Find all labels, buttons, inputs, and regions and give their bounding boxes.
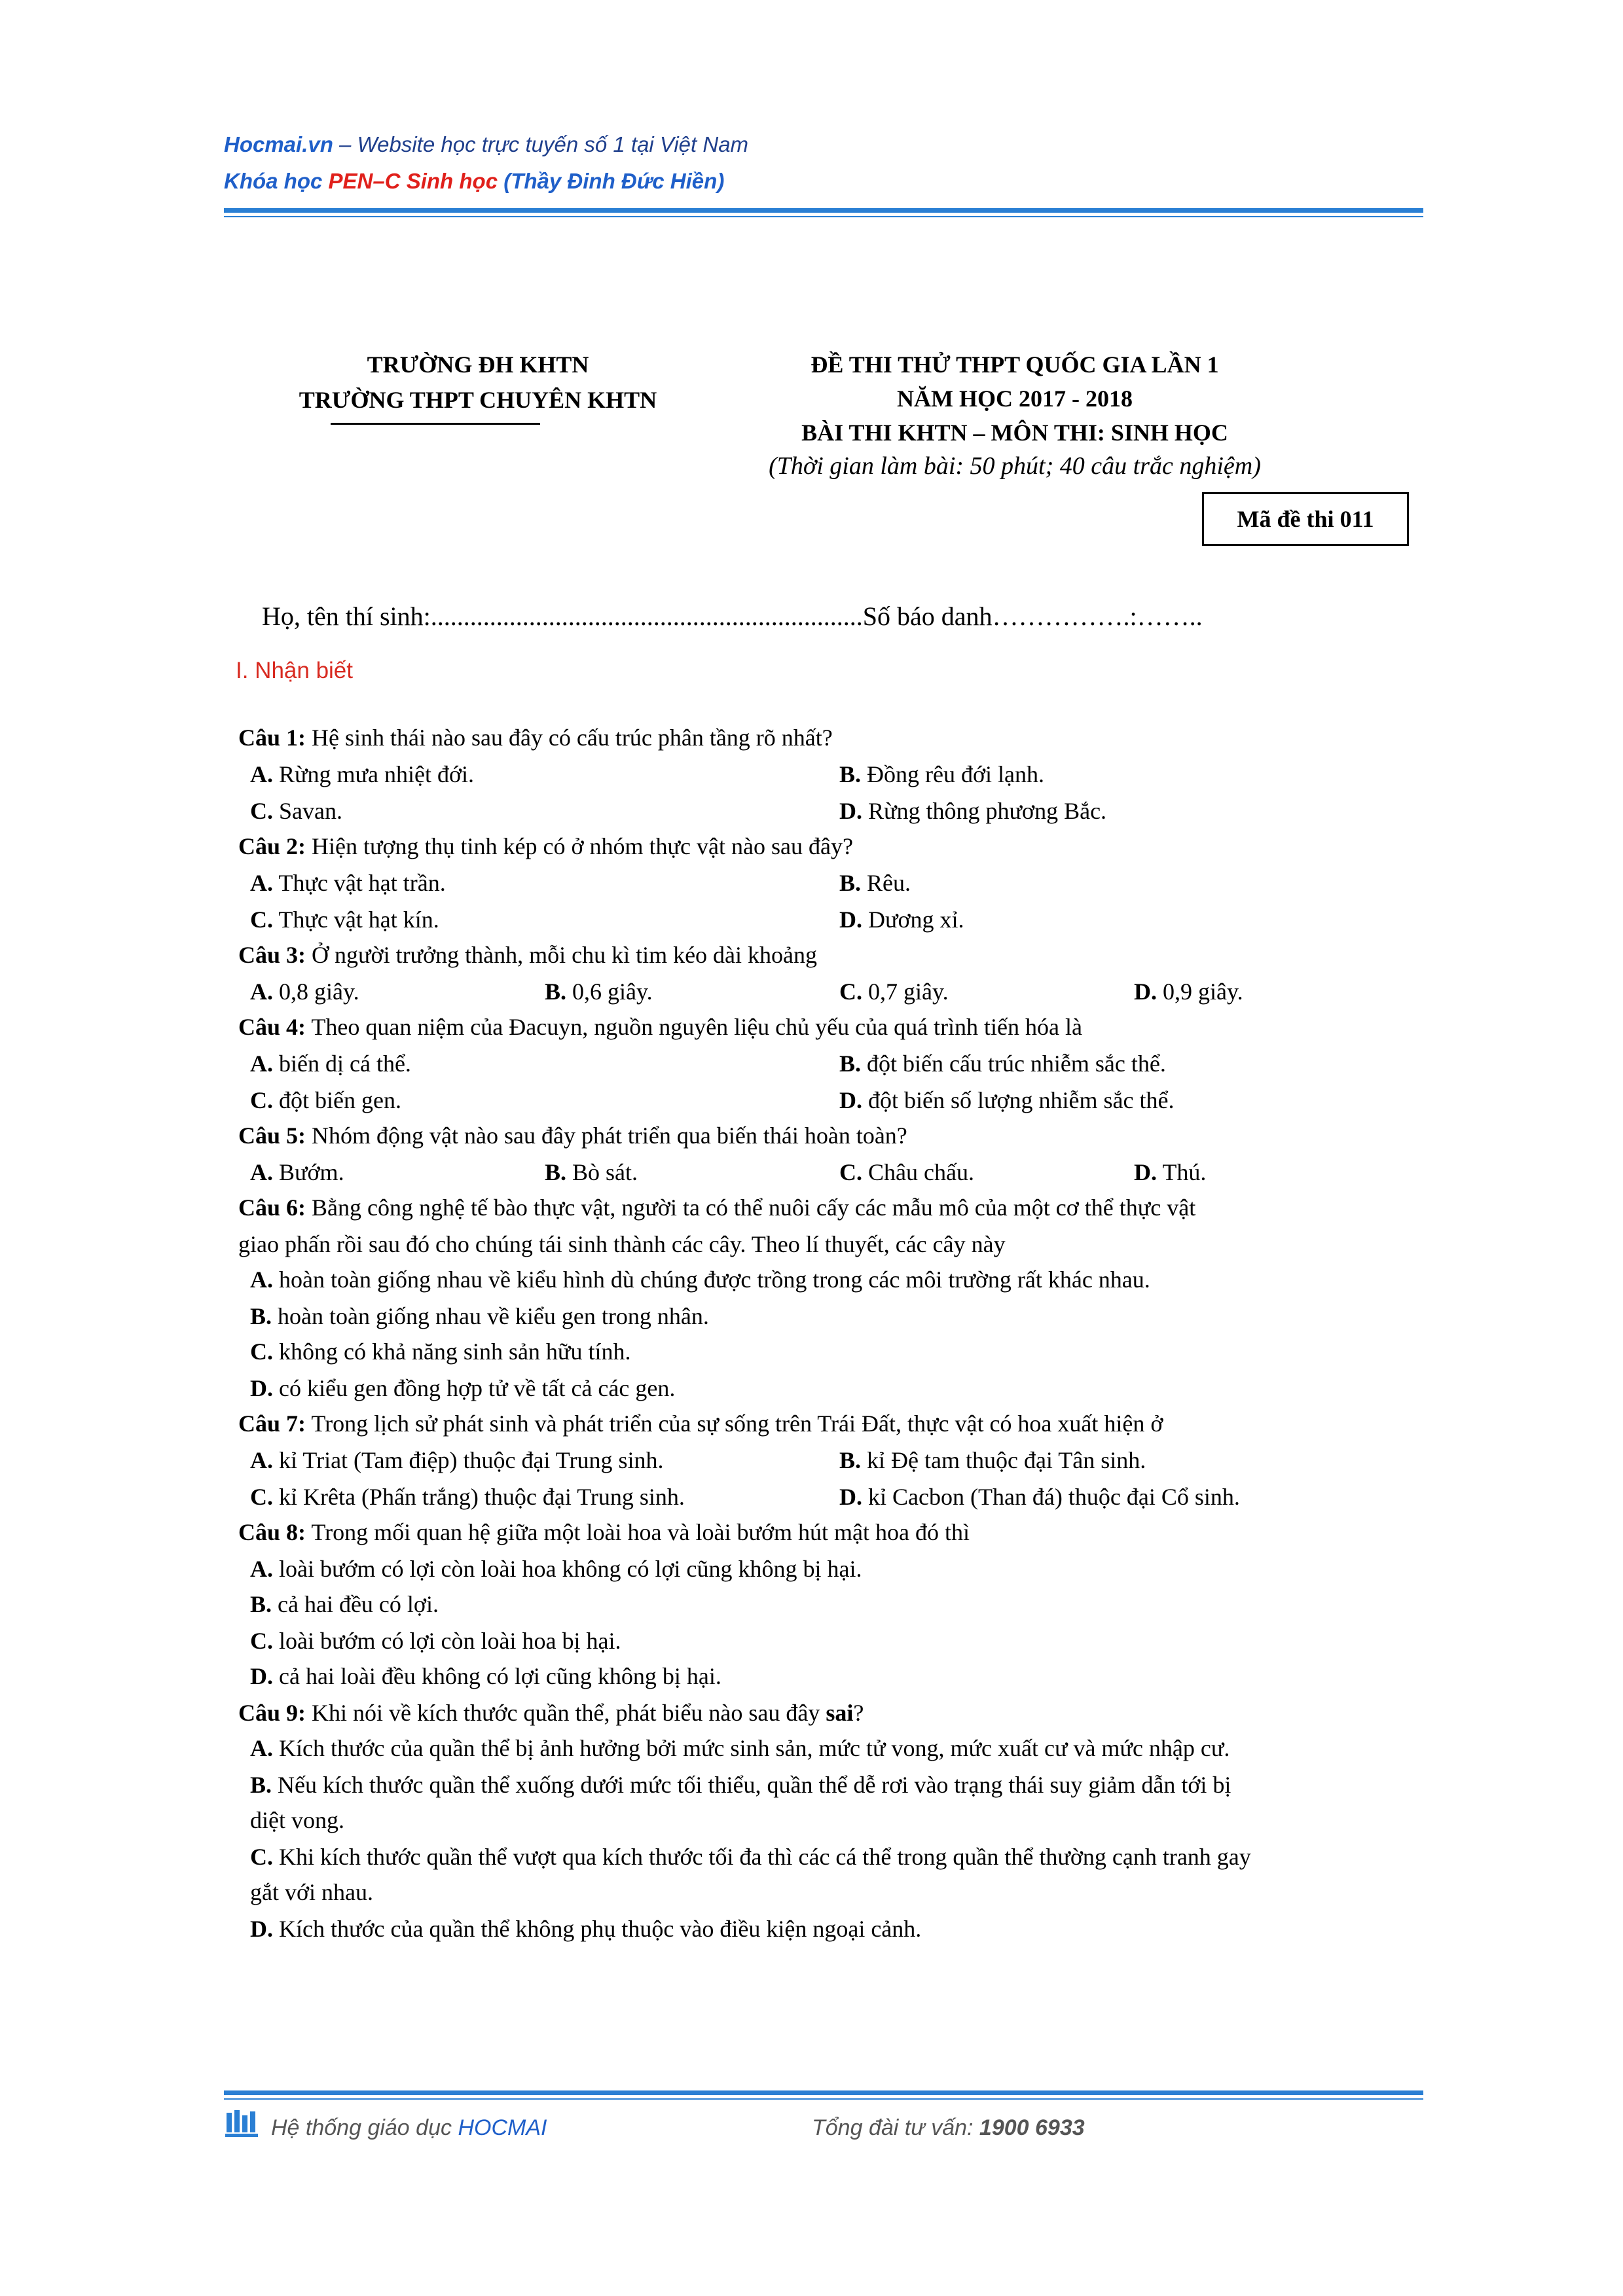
option-3b <box>545 978 653 1005</box>
header-tagline <box>224 132 748 157</box>
option-text: Rừng thông phương Bắc. <box>862 798 1107 824</box>
option-text: hoàn toàn giống nhau về kiểu gen trong nhân. <box>272 1303 709 1329</box>
option-8c <box>250 1627 621 1655</box>
option-7d <box>839 1483 1240 1511</box>
option-7b <box>839 1446 1146 1474</box>
option-text: Bướm. <box>273 1159 344 1185</box>
option-letter: A. <box>250 1447 273 1473</box>
header-teacher: (Thầy Đinh Đức Hiền) <box>498 169 725 193</box>
exam-year: NĂM HỌC 2017 - 2018 <box>897 386 1133 412</box>
footer-right <box>812 2115 1085 2141</box>
option-2d <box>839 906 964 933</box>
question-label: Câu 3: <box>238 942 306 968</box>
option-text: cả hai loài đều không có lợi cũng không bị hại. <box>273 1663 721 1689</box>
question-6-cont: giao phấn rồi sau đó cho chúng tái sinh thành các cây. Theo lí thuyết, các cây này <box>238 1231 1006 1257</box>
option-9c-cont: gắt với nhau. <box>250 1879 373 1905</box>
option-letter: C. <box>250 1628 273 1654</box>
option-letter: C. <box>250 1844 273 1870</box>
option-9b-cont: diệt vong. <box>250 1807 344 1833</box>
option-text: đột biến số lượng nhiễm sắc thể. <box>862 1087 1175 1113</box>
option-letter: D. <box>250 1663 273 1689</box>
footer-left <box>271 2115 547 2141</box>
option-letter: C. <box>250 1484 273 1510</box>
option-text: Dương xỉ. <box>862 906 964 933</box>
option-1c <box>250 797 342 825</box>
section-title: I. Nhận biết <box>236 658 353 683</box>
option-text: kỉ Cacbon (Than đá) thuộc đại Cổ sinh. <box>862 1484 1240 1510</box>
option-letter: D. <box>250 1916 273 1942</box>
option-text: Rừng mưa nhiệt đới. <box>273 761 475 787</box>
option-8d <box>250 1662 721 1690</box>
option-letter: C. <box>839 1159 862 1185</box>
hocmai-logo-icon <box>224 2109 261 2139</box>
option-text: cả hai đều có lợi. <box>272 1591 439 1617</box>
option-9a <box>250 1734 1230 1762</box>
question-label: Câu 8: <box>238 1519 306 1545</box>
option-6b <box>250 1302 709 1330</box>
question-text: Bằng công nghệ tế bào thực vật, người ta có thể nuôi cấy các mẫu mô của một cơ thể thực vật <box>306 1194 1196 1221</box>
option-1a <box>250 761 474 788</box>
header-course-prefix: Khóa học <box>224 169 329 193</box>
question-label: Câu 6: <box>238 1194 306 1221</box>
option-text: Rêu. <box>861 870 911 896</box>
option-1d <box>839 797 1106 825</box>
option-text: Savan. <box>273 798 342 824</box>
option-6c <box>250 1338 630 1365</box>
option-letter: D. <box>839 906 862 933</box>
question-4 <box>238 1013 1082 1041</box>
question-text: Theo quan niệm của Đacuyn, nguồn nguyên liệu chủ yếu của quá trình tiến hóa là <box>306 1014 1082 1040</box>
header-course <box>224 169 724 194</box>
question-label: Câu 9: <box>238 1700 306 1726</box>
option-letter: A. <box>250 870 273 896</box>
option-text: Thực vật hạt kín. <box>273 906 439 933</box>
option-6a <box>250 1266 1150 1293</box>
option-5b <box>545 1158 638 1186</box>
question-text: Hệ sinh thái nào sau đây có cấu trúc phân tầng rõ nhất? <box>306 725 833 751</box>
option-4c <box>250 1086 401 1114</box>
option-5d <box>1134 1158 1206 1186</box>
footer-divider-thick <box>224 2090 1423 2095</box>
option-text: đột biến gen. <box>273 1087 401 1113</box>
option-text: Khi kích thước quần thể vượt qua kích thước tối đa thì các cá thể trong quần thể thường cạnh tranh gay <box>273 1844 1251 1870</box>
option-letter: A. <box>250 978 273 1005</box>
option-5c <box>839 1158 974 1186</box>
option-letter: A. <box>250 1556 273 1582</box>
option-letter: C. <box>839 978 862 1005</box>
option-9c <box>250 1843 1251 1871</box>
question-6 <box>238 1194 1195 1221</box>
question-8 <box>238 1518 970 1546</box>
option-text: Thú. <box>1157 1159 1207 1185</box>
option-9d <box>250 1915 921 1943</box>
question-9 <box>238 1699 864 1727</box>
question-label: Câu 1: <box>238 725 306 751</box>
header-course-name: PEN–C Sinh học <box>328 169 498 193</box>
option-letter: B. <box>839 1447 862 1473</box>
option-text: không có khả năng sinh sản hữu tính. <box>273 1338 631 1365</box>
option-4a <box>250 1050 411 1077</box>
option-7c <box>250 1483 685 1511</box>
option-3d <box>1134 978 1243 1005</box>
option-text: 0,6 giây. <box>566 978 653 1005</box>
option-text: hoàn toàn giống nhau về kiểu hình dù chúng được trồng trong các môi trường rất khác nhau. <box>273 1266 1150 1293</box>
header-site[interactable]: Hocmai.vn <box>224 132 333 156</box>
question-label: Câu 7: <box>238 1410 306 1437</box>
question-3 <box>238 941 817 969</box>
exam-time: (Thời gian làm bài: 50 phút; 40 câu trắc nghiệm) <box>769 452 1261 480</box>
option-letter: A. <box>250 1159 273 1185</box>
option-text: Nếu kích thước quần thể xuống dưới mức tối thiểu, quần thể dễ rơi vào trạng thái suy giảm dẫn tới bị <box>272 1772 1231 1798</box>
question-label: Câu 2: <box>238 833 306 859</box>
option-letter: C. <box>250 798 273 824</box>
option-letter: B. <box>250 1303 272 1329</box>
question-text: Ở người trưởng thành, mỗi chu kì tim kéo dài khoảng <box>306 942 818 968</box>
option-4d <box>839 1086 1174 1114</box>
question-1 <box>238 724 833 751</box>
option-text: đột biến cấu trúc nhiễm sắc thể. <box>861 1050 1166 1077</box>
option-letter: A. <box>250 1266 273 1293</box>
option-letter: D. <box>839 1087 862 1113</box>
option-8a <box>250 1555 862 1583</box>
option-letter: B. <box>250 1591 272 1617</box>
option-text: Châu chấu. <box>862 1159 974 1185</box>
option-3c <box>839 978 949 1005</box>
question-text: Trong mối quan hệ giữa một loài hoa và loài bướm hút mật hoa đó thì <box>306 1519 970 1545</box>
option-text: loài bướm có lợi còn loài hoa không có lợi cũng không bị hại. <box>273 1556 862 1582</box>
option-5a <box>250 1158 344 1186</box>
option-text: biến dị cá thể. <box>273 1050 411 1077</box>
option-text: Đồng rêu đới lạnh. <box>861 761 1044 787</box>
question-5 <box>238 1122 907 1149</box>
option-2a <box>250 869 446 897</box>
option-letter: B. <box>545 1159 567 1185</box>
option-9b <box>250 1771 1231 1799</box>
option-letter: A. <box>250 1050 273 1077</box>
question-text: Khi nói về kích thước quần thể, phát biểu nào sau đây <box>306 1700 826 1726</box>
option-text: Bò sát. <box>566 1159 638 1185</box>
school-underline <box>331 423 540 425</box>
question-text-end: ? <box>853 1700 864 1726</box>
option-letter: B. <box>545 978 567 1005</box>
option-1b <box>839 761 1044 788</box>
question-text: Nhóm động vật nào sau đây phát triển qua biến thái hoàn toàn? <box>306 1122 907 1149</box>
exam-title: ĐỀ THI THỬ THPT QUỐC GIA LẦN 1 <box>811 351 1219 378</box>
option-8b <box>250 1590 439 1618</box>
school-name-2: TRƯỜNG THPT CHUYÊN KHTN <box>299 387 657 413</box>
question-emphasis: sai <box>826 1700 854 1726</box>
question-label: Câu 5: <box>238 1122 306 1149</box>
exam-subject: BÀI THI KHTN – MÔN THI: SINH HỌC <box>801 420 1228 446</box>
option-text: có kiểu gen đồng hợp tử về tất cả các gen. <box>273 1375 676 1401</box>
option-text: Kích thước của quần thể bị ảnh hưởng bởi mức sinh sản, mức tử vong, mức xuất cư và mức nhập cư. <box>273 1735 1230 1761</box>
option-text: 0,7 giây. <box>862 978 949 1005</box>
option-letter: D. <box>1134 978 1157 1005</box>
option-4b <box>839 1050 1166 1077</box>
question-7 <box>238 1410 1163 1437</box>
option-letter: C. <box>250 1338 273 1365</box>
header-divider-thick <box>224 208 1423 213</box>
option-letter: D. <box>839 1484 862 1510</box>
option-text: 0,8 giây. <box>273 978 359 1005</box>
option-letter: A. <box>250 761 273 787</box>
question-2 <box>238 833 853 860</box>
header-divider-thin <box>224 216 1423 217</box>
footer-left-text: Hệ thống giáo dục <box>271 2115 458 2140</box>
option-letter: D. <box>250 1375 273 1401</box>
option-3a <box>250 978 359 1005</box>
option-text: Kích thước của quần thể không phụ thuộc vào điều kiện ngoại cảnh. <box>273 1916 922 1942</box>
option-letter: B. <box>250 1772 272 1798</box>
option-text: kỉ Đệ tam thuộc đại Tân sinh. <box>861 1447 1146 1473</box>
footer-phone: 1900 6933 <box>979 2115 1085 2140</box>
footer-brand: HOCMAI <box>458 2115 547 2140</box>
option-letter: D. <box>1134 1159 1157 1185</box>
footer-right-text: Tổng đài tư vấn: <box>812 2115 979 2140</box>
option-7a <box>250 1446 664 1474</box>
footer-divider-thin <box>224 2098 1423 2100</box>
option-6d <box>250 1374 675 1402</box>
question-text: Hiện tượng thụ tinh kép có ở nhóm thực vật nào sau đây? <box>306 833 853 859</box>
exam-code-box: Mã đề thi 011 <box>1202 492 1409 546</box>
option-letter: A. <box>250 1735 273 1761</box>
option-letter: C. <box>250 906 273 933</box>
header-tagline-text: – Website học trực tuyến số 1 tại Việt Nam <box>333 132 749 156</box>
candidate-info-line: Họ, tên thí sinh:..................................................................Số báo danh…………….:…….. <box>262 601 1203 631</box>
option-text: 0,9 giây. <box>1157 978 1243 1005</box>
option-letter: B. <box>839 870 862 896</box>
option-letter: B. <box>839 761 862 787</box>
question-label: Câu 4: <box>238 1014 306 1040</box>
school-name-1: TRƯỜNG ĐH KHTN <box>367 351 589 378</box>
option-letter: D. <box>839 798 862 824</box>
option-letter: B. <box>839 1050 862 1077</box>
option-2b <box>839 869 911 897</box>
option-2c <box>250 906 439 933</box>
question-text: Trong lịch sử phát sinh và phát triển của sự sống trên Trái Đất, thực vật có hoa xuất hiện ở <box>306 1410 1163 1437</box>
option-text: loài bướm có lợi còn loài hoa bị hại. <box>273 1628 621 1654</box>
option-text: Thực vật hạt trần. <box>273 870 446 896</box>
option-letter: C. <box>250 1087 273 1113</box>
option-text: kỉ Krêta (Phấn trắng) thuộc đại Trung sinh. <box>273 1484 685 1510</box>
option-text: kỉ Triat (Tam điệp) thuộc đại Trung sinh. <box>273 1447 664 1473</box>
